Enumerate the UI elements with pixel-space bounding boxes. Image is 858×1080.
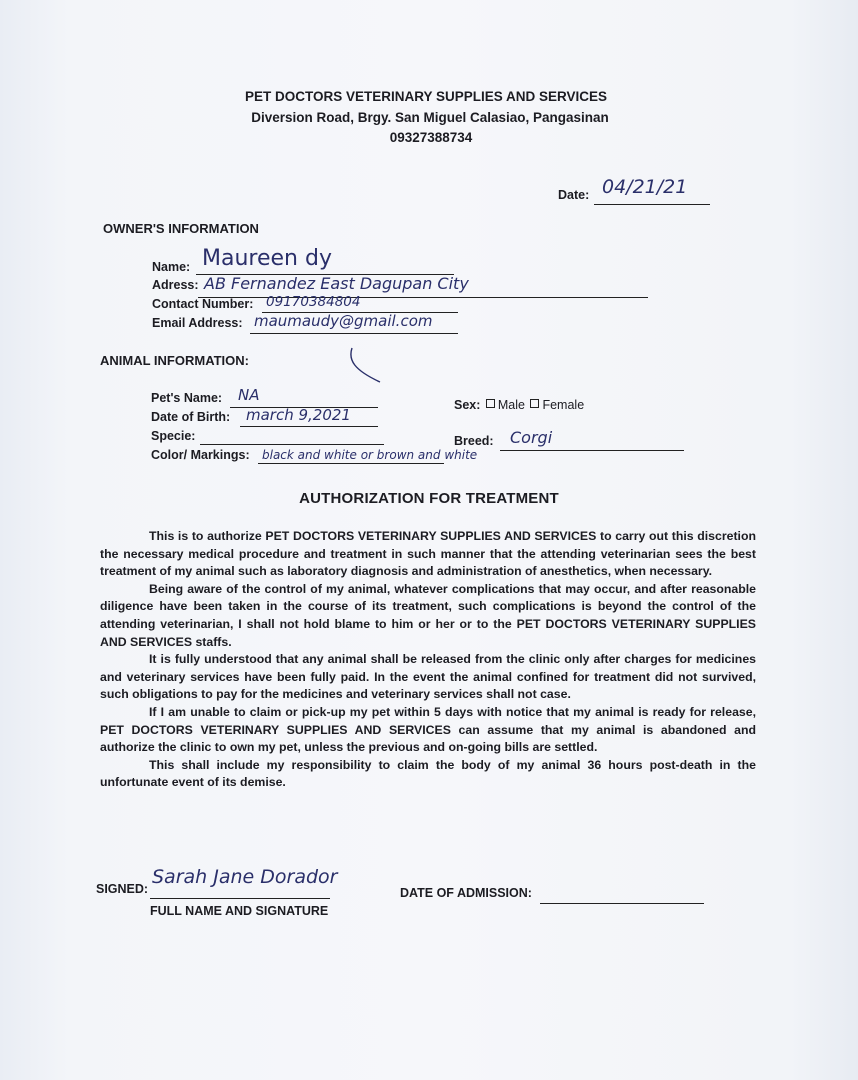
male-checkbox[interactable]: [486, 399, 495, 408]
breed-value[interactable]: Corgi: [510, 428, 553, 447]
date-of-admission-label: DATE OF ADMISSION:: [400, 886, 532, 900]
date-line: [594, 204, 710, 205]
authorization-paragraph: It is fully understood that any animal shall be released from the clinic only after charges for medicines and veterinary services have been fully paid. In the event the animal confined for treatment did not survived, such obligations to pay for the medicines and veterinary services shall not case.: [100, 652, 756, 702]
date-value[interactable]: 04/21/21: [602, 176, 688, 198]
business-name: PET DOCTORS VETERINARY SUPPLIES AND SERVICES: [244, 89, 608, 104]
pet-name-value[interactable]: NA: [238, 386, 260, 404]
specie-line: [200, 444, 384, 445]
signature-line: [150, 898, 330, 899]
authorization-paragraph: Being aware of the control of my animal, whatever complications that may occur, and after reasonable diligence have been taken in the course of its treatment, such complications is beyond the control of the attending veterinarian, I shall not hold blame to him or her or to the PET DOCTORS VETERINARY SUPPLIES AND SERVICES staffs.: [100, 581, 756, 649]
owner-address-value[interactable]: AB Fernandez East Dagupan City: [204, 274, 469, 293]
owner-email-line: [250, 333, 458, 334]
authorization-title: AUTHORIZATION FOR TREATMENT: [299, 490, 559, 507]
owner-name-value[interactable]: Maureen dy: [202, 246, 332, 271]
color-value[interactable]: black and white or brown and white: [262, 448, 478, 462]
color-label: Color/ Markings:: [151, 448, 250, 462]
female-checkbox[interactable]: [530, 399, 539, 408]
signed-label: SIGNED:: [96, 882, 149, 896]
full-name-signature-caption: FULL NAME AND SIGNATURE: [150, 904, 329, 918]
animal-section-title: ANIMAL INFORMATION:: [100, 353, 249, 368]
pet-name-label: Pet's Name:: [151, 391, 223, 405]
date-of-admission-line[interactable]: [540, 903, 704, 904]
breed-label: Breed:: [454, 434, 494, 448]
authorization-paragraph: If I am unable to claim or pick-up my pet within 5 days with notice that my animal is ready for release, PET DOCTORS VETERINARY SUPPLIES AND SERVICES can assume that my animal is abandoned and authorize the clinic to own my pet, unless the previous and on-going bills are settled.: [100, 704, 756, 755]
date-label: Date:: [558, 188, 590, 202]
owner-email-value[interactable]: maumaudy@gmail.com: [254, 312, 433, 330]
sex-label: Sex:: [454, 398, 481, 412]
authorization-paragraph: This shall include my responsibility to claim the body of my animal 36 hours post-death in the unfortunate event of its demise.: [100, 757, 756, 790]
owner-section-title: OWNER'S INFORMATION: [103, 221, 259, 236]
pen-stroke-mark: [340, 340, 390, 390]
authorization-body: [100, 528, 756, 792]
business-address: Diversion Road, Brgy. San Miguel Calasiao, Pangasinan: [251, 110, 609, 125]
male-option-label: Male: [497, 398, 525, 412]
owner-contact-value[interactable]: 09170384804: [266, 294, 361, 310]
business-phone: 09327388734: [389, 130, 473, 145]
dob-line: [240, 426, 378, 427]
owner-contact-label: Contact Number:: [152, 297, 254, 311]
dob-label: Date of Birth:: [151, 410, 231, 424]
sex-options: [454, 398, 584, 412]
signature-value[interactable]: Sarah Jane Dorador: [152, 866, 338, 888]
color-line: [258, 463, 444, 464]
owner-name-label: Name:: [152, 260, 191, 274]
authorization-paragraph: This is to authorize PET DOCTORS VETERINARY SUPPLIES AND SERVICES to carry out this discretion the necessary medical procedure and treatment in such manner that the attending veterinarian sees the best treatment of my animal such as laboratory diagnosis and administration of anesthetics, when necessary.: [100, 529, 756, 579]
breed-line: [500, 450, 684, 451]
owner-email-label: Email Address:: [152, 316, 243, 330]
specie-label: Specie:: [151, 429, 196, 443]
dob-value[interactable]: march 9,2021: [246, 406, 351, 424]
female-option-label: Female: [542, 398, 585, 412]
owner-address-label: Adress:: [152, 278, 199, 292]
